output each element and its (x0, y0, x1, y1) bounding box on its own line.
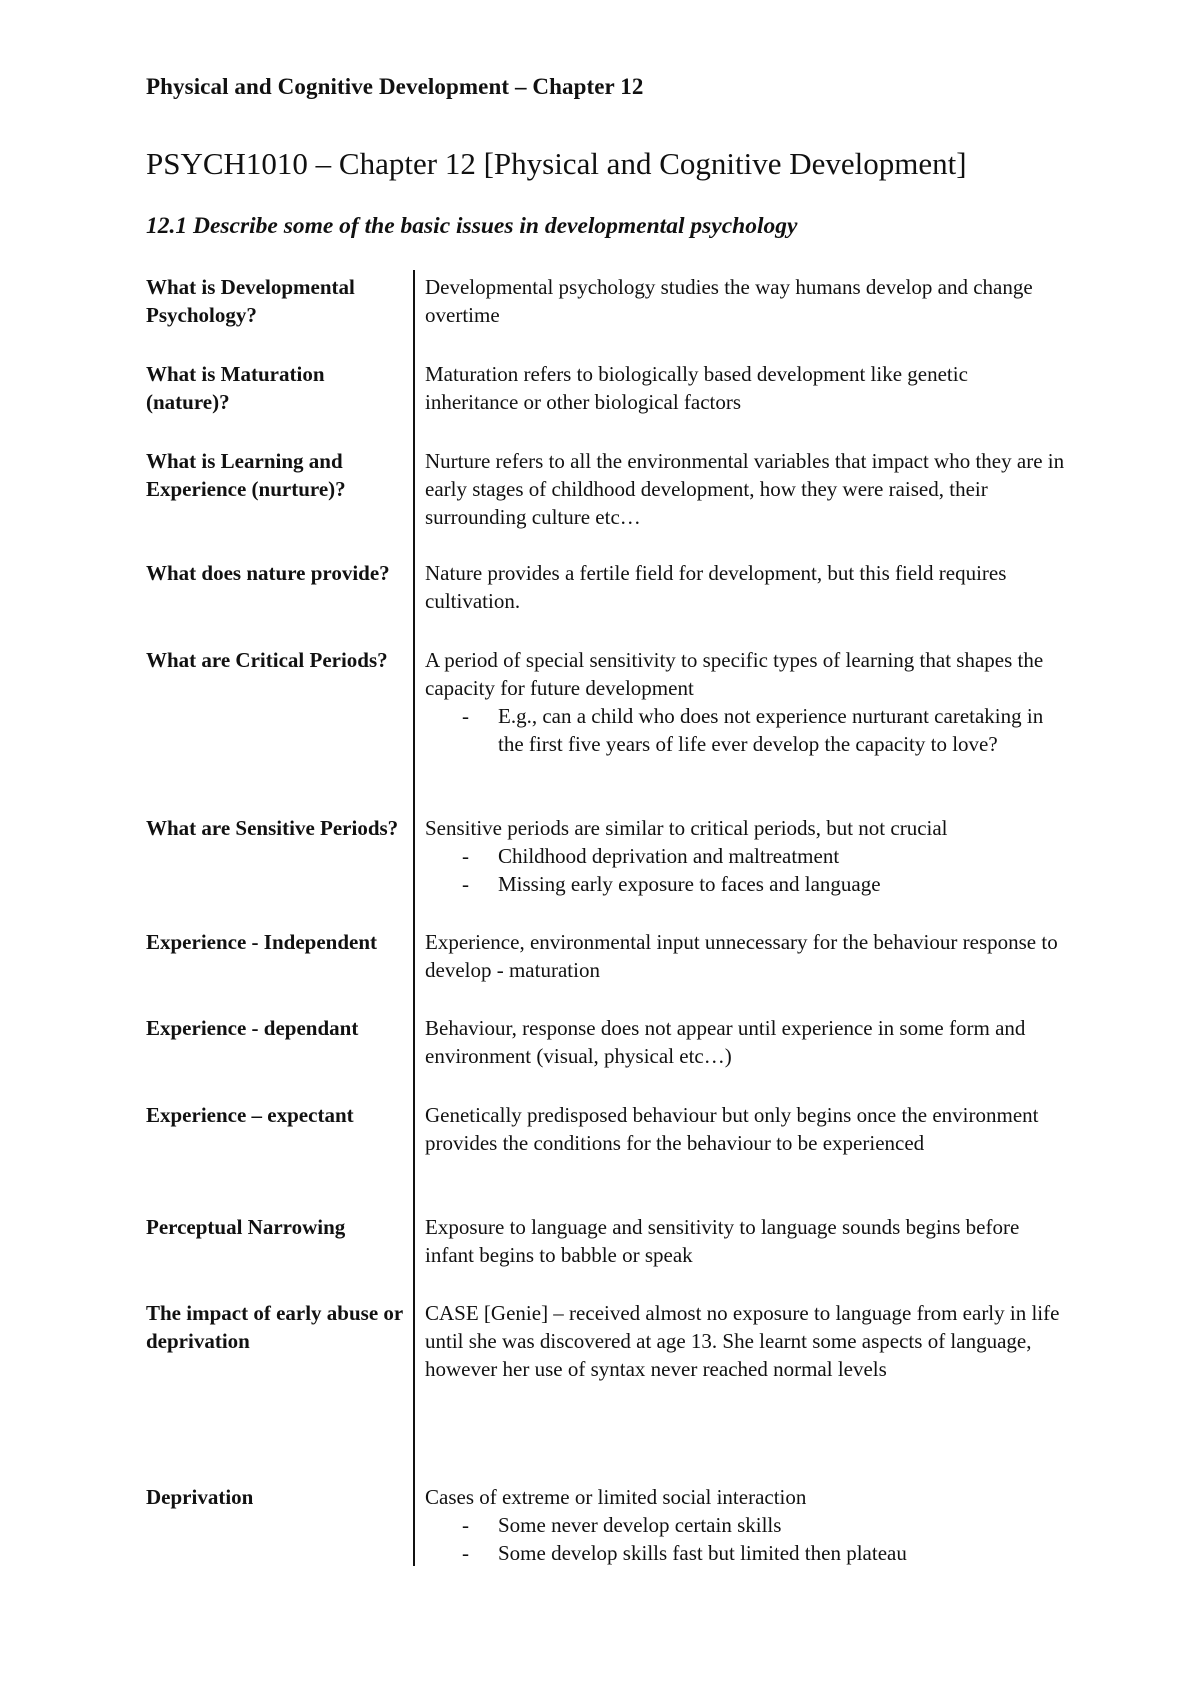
note-term: What is Learning and Experience (nurture)? (146, 449, 346, 501)
note-definition (425, 360, 1065, 416)
note-definition (425, 1483, 1065, 1567)
section-heading: 12.1 Describe some of the basic issues in developmental psychology (146, 213, 798, 239)
bullet-marker: - (462, 844, 469, 868)
note-term: What is Maturation (nature)? (146, 362, 325, 414)
note-definition (425, 928, 1065, 984)
note-definition (425, 1213, 1065, 1269)
bullet-text: Missing early exposure to faces and language (498, 872, 881, 896)
note-definition (425, 273, 1065, 329)
note-term: The impact of early abuse or deprivation (146, 1301, 403, 1353)
bullet-text: E.g., can a child who does not experience nurturant caretaking in the first five years of life ever develop the capacity to love? (498, 704, 1044, 756)
note-bullet (425, 870, 1065, 898)
bullet-marker: - (462, 1541, 469, 1565)
note-definition-text: Developmental psychology studies the way humans develop and change overtime (425, 275, 1033, 327)
bullet-marker: - (462, 872, 469, 896)
bullet-marker: - (462, 1513, 469, 1537)
bullet-text: Some never develop certain skills (498, 1513, 782, 1537)
note-definition-text: Maturation refers to biologically based development like genetic inheritance or other biological factors (425, 362, 968, 414)
note-bullet (425, 842, 1065, 870)
column-divider (413, 270, 415, 1566)
note-definition-text: Exposure to language and sensitivity to language sounds begins before infant begins to babble or speak (425, 1215, 1020, 1267)
note-definition-text: Behaviour, response does not appear until experience in some form and environment (visual, physical etc…) (425, 1016, 1026, 1068)
note-bullet (425, 1511, 1065, 1539)
bullet-marker: - (462, 704, 469, 728)
note-definition-text: CASE [Genie] – received almost no exposure to language from early in life until she was discovered at age 13. She learnt some aspects of language, however her use of syntax never reached normal levels (425, 1301, 1060, 1381)
note-bullet-list (425, 702, 1065, 758)
note-bullet-list (425, 1511, 1065, 1567)
document-title: PSYCH1010 – Chapter 12 [Physical and Cognitive Development] (146, 146, 967, 181)
note-term: Deprivation (146, 1485, 254, 1509)
note-term: What is Developmental Psychology? (146, 275, 355, 327)
note-definition (425, 559, 1065, 615)
note-term: Experience – expectant (146, 1103, 354, 1127)
note-definition (425, 1101, 1065, 1157)
note-definition-text: A period of special sensitivity to specific types of learning that shapes the capacity for future development (425, 648, 1044, 700)
note-definition-text: Experience, environmental input unnecessary for the behaviour response to develop - maturation (425, 930, 1058, 982)
note-definition-text: Genetically predisposed behaviour but only begins once the environment provides the conditions for the behaviour to be experienced (425, 1103, 1039, 1155)
note-definition (425, 1014, 1065, 1070)
note-bullet (425, 702, 1065, 758)
note-bullet-list (425, 842, 1065, 898)
note-definition-text: Cases of extreme or limited social interaction (425, 1485, 807, 1509)
note-definition (425, 814, 1065, 898)
note-bullet (425, 1539, 1065, 1567)
note-term: What are Critical Periods? (146, 648, 388, 672)
note-term: What does nature provide? (146, 561, 390, 585)
note-term: What are Sensitive Periods? (146, 816, 399, 840)
note-definition (425, 447, 1065, 531)
note-definition-text: Sensitive periods are similar to critical periods, but not crucial (425, 816, 948, 840)
running-header: Physical and Cognitive Development – Chapter 12 (146, 74, 644, 99)
note-term: Experience - dependant (146, 1016, 359, 1040)
bullet-text: Childhood deprivation and maltreatment (498, 844, 840, 868)
note-term: Experience - Independent (146, 930, 377, 954)
bullet-text: Some develop skills fast but limited then plateau (498, 1541, 907, 1565)
note-definition-text: Nature provides a fertile field for development, but this field requires cultivation. (425, 561, 1007, 613)
note-definition (425, 1299, 1065, 1383)
note-definition (425, 646, 1065, 758)
note-definition-text: Nurture refers to all the environmental variables that impact who they are in early stages of childhood development, how they were raised, their surrounding culture etc… (425, 449, 1065, 529)
note-term: Perceptual Narrowing (146, 1215, 346, 1239)
